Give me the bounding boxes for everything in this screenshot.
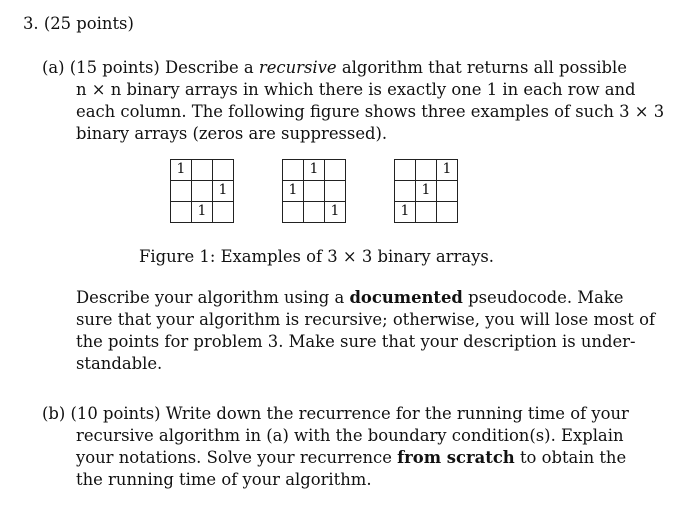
- array-cell: 1: [304, 160, 325, 181]
- part-a-line-1-post: algorithm that returns all possible: [336, 58, 627, 77]
- from-scratch-emphasis: from scratch: [397, 448, 515, 467]
- array-cell: [416, 202, 437, 223]
- part-a-line-1-pre: (a) (15 points) Describe a: [42, 58, 259, 77]
- array-cell: [192, 181, 213, 202]
- array-cell: 1: [325, 202, 346, 223]
- array-cell: 1: [416, 181, 437, 202]
- recursive-emphasis: recursive: [258, 58, 337, 77]
- part-a-line-3: each column. The following figure shows three examples of such 3 × 3: [76, 102, 665, 121]
- description-line-2: sure that your algorithm is recursive; otherwise, you will lose most of: [76, 310, 656, 329]
- binary-array: [170, 159, 234, 223]
- part-b-line-4: the running time of your algorithm.: [76, 470, 372, 489]
- description-line-4: standable.: [76, 354, 163, 373]
- array-cell: [325, 160, 346, 181]
- figure-caption: Figure 1: Examples of 3 × 3 binary arrays.: [139, 247, 494, 266]
- part-a-line-2: n × n binary arrays in which there is exactly one 1 in each row and: [76, 80, 636, 99]
- array-cell: [171, 202, 192, 223]
- array-cell: [213, 202, 234, 223]
- description-line-1-post: pseudocode. Make: [462, 288, 624, 307]
- array-cell: [395, 181, 416, 202]
- array-cell: 1: [192, 202, 213, 223]
- binary-array: [282, 159, 346, 223]
- part-b-line-3-post: to obtain the: [514, 448, 627, 467]
- array-cell: [283, 160, 304, 181]
- part-b-line-1: (b) (10 points) Write down the recurrence for the running time of your: [42, 404, 629, 423]
- array-cell: [192, 160, 213, 181]
- documented-emphasis: documented: [349, 288, 463, 307]
- array-cell: [437, 181, 458, 202]
- part-a-line-4: binary arrays (zeros are suppressed).: [76, 124, 388, 143]
- array-cell: 1: [395, 202, 416, 223]
- array-cell: [283, 202, 304, 223]
- description-line-1-pre: Describe your algorithm using a: [76, 288, 350, 307]
- part-b-line-2: recursive algorithm in (a) with the boundary condition(s). Explain: [76, 426, 624, 445]
- part-b-line-3-pre: your notations. Solve your recurrence: [76, 448, 398, 467]
- array-cell: [395, 160, 416, 181]
- description-line-3: the points for problem 3. Make sure that your description is under-: [76, 332, 636, 351]
- array-cell: [437, 202, 458, 223]
- array-cell: [213, 160, 234, 181]
- array-cell: [325, 181, 346, 202]
- array-cell: [304, 181, 325, 202]
- binary-array: [394, 159, 458, 223]
- array-cell: [304, 202, 325, 223]
- array-cell: 1: [213, 181, 234, 202]
- part-a-line-1: [42, 57, 627, 79]
- array-cell: 1: [283, 181, 304, 202]
- array-cell: [416, 160, 437, 181]
- array-cell: 1: [171, 160, 192, 181]
- array-cell: [171, 181, 192, 202]
- part-b-line-3: [76, 447, 626, 469]
- problem-heading: 3. (25 points): [23, 14, 134, 33]
- figure-arrays: [170, 159, 458, 223]
- description-line-1: [76, 287, 623, 309]
- array-cell: 1: [437, 160, 458, 181]
